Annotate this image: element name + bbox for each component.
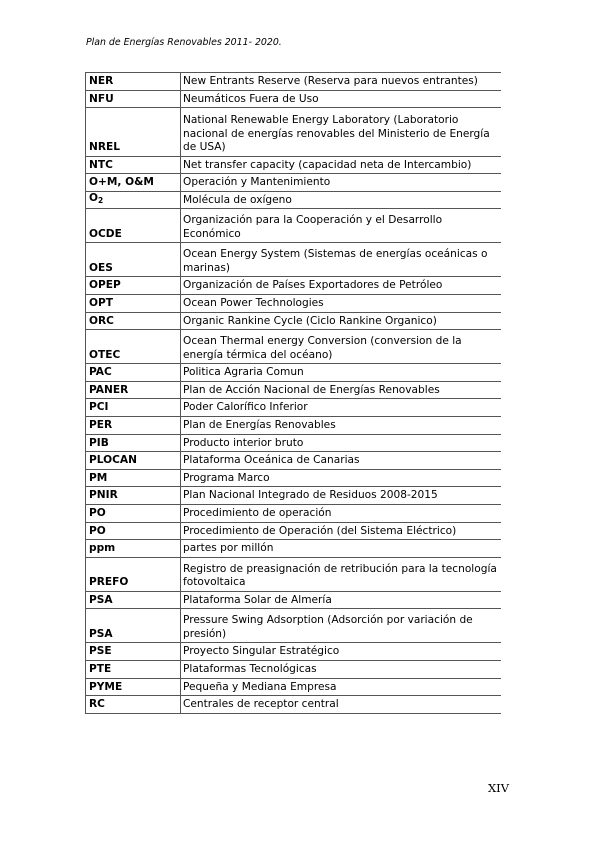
definition-cell: Poder Calorífico Inferior <box>181 399 501 417</box>
table-row <box>86 487 501 505</box>
definition-cell: Proyecto Singular Estratégico <box>181 643 501 661</box>
acronym-cell: PSA <box>86 591 181 609</box>
definition-cell: Pequeña y Mediana Empresa <box>181 678 501 696</box>
acronym-cell: O+M, O&M <box>86 174 181 192</box>
acronym-cell: PO <box>86 522 181 540</box>
definition-cell: Operación y Mantenimiento <box>181 174 501 192</box>
table-row <box>86 434 501 452</box>
table-row <box>86 73 501 91</box>
table-row <box>86 399 501 417</box>
definition-cell: Plan de Acción Nacional de Energías Renovables <box>181 381 501 399</box>
table-row <box>86 209 501 243</box>
definition-cell: Procedimiento de Operación (del Sistema Eléctrico) <box>181 522 501 540</box>
acronym-cell: OPT <box>86 295 181 313</box>
acronym-cell: PSA <box>86 609 181 643</box>
table-row <box>86 591 501 609</box>
definition-cell: Ocean Energy System (Sistemas de energías oceánicas o marinas) <box>181 243 501 277</box>
acronym-cell: PREFO <box>86 557 181 591</box>
definition-cell: Pressure Swing Adsorption (Adsorción por variación de presión) <box>181 609 501 643</box>
acronym-cell: NER <box>86 73 181 91</box>
acronym-main: O <box>89 191 99 204</box>
table-row <box>86 243 501 277</box>
definition-cell: partes por millón <box>181 540 501 558</box>
acronym-cell <box>86 191 181 209</box>
definition-cell: Organic Rankine Cycle (Ciclo Rankine Organico) <box>181 312 501 330</box>
table-row <box>86 364 501 382</box>
acronym-cell: RC <box>86 696 181 714</box>
table-row <box>86 557 501 591</box>
acronym-cell: PYME <box>86 678 181 696</box>
table-row <box>86 277 501 295</box>
acronym-cell: PM <box>86 469 181 487</box>
table-row <box>86 540 501 558</box>
acronym-subscript: 2 <box>98 195 104 205</box>
table-row <box>86 191 501 209</box>
table-row <box>86 108 501 157</box>
definition-cell: Plan de Energías Renovables <box>181 417 501 435</box>
definition-cell: Registro de preasignación de retribución para la tecnología fotovoltaica <box>181 557 501 591</box>
acronym-cell: PCI <box>86 399 181 417</box>
acronym-cell: ORC <box>86 312 181 330</box>
definition-cell: Plataformas Tecnológicas <box>181 660 501 678</box>
definition-cell: Centrales de receptor central <box>181 696 501 714</box>
table-row <box>86 696 501 714</box>
acronym-cell: PTE <box>86 660 181 678</box>
running-header: Plan de Energías Renovables 2011- 2020. <box>86 37 282 48</box>
acronym-cell: NREL <box>86 108 181 157</box>
table-row <box>86 174 501 192</box>
definition-cell: Programa Marco <box>181 469 501 487</box>
definition-cell: Ocean Thermal energy Conversion (conversion de la energía térmica del océano) <box>181 330 501 364</box>
table-row <box>86 330 501 364</box>
acronym-cell: PIB <box>86 434 181 452</box>
table-row <box>86 522 501 540</box>
definition-cell: Organización de Países Exportadores de Petróleo <box>181 277 501 295</box>
table-row <box>86 505 501 523</box>
definition-cell: Ocean Power Technologies <box>181 295 501 313</box>
table-row <box>86 295 501 313</box>
acronym-cell: OES <box>86 243 181 277</box>
acronym-cell: OCDE <box>86 209 181 243</box>
table-row <box>86 452 501 470</box>
definition-cell: Procedimiento de operación <box>181 505 501 523</box>
table-row <box>86 609 501 643</box>
definition-cell: New Entrants Reserve (Reserva para nuevos entrantes) <box>181 73 501 91</box>
table-row <box>86 643 501 661</box>
table-row <box>86 90 501 108</box>
acronym-cell: PO <box>86 505 181 523</box>
definition-cell: Politica Agraria Comun <box>181 364 501 382</box>
definition-cell: Producto interior bruto <box>181 434 501 452</box>
table-row <box>86 417 501 435</box>
acronym-cell: PNIR <box>86 487 181 505</box>
table-row <box>86 469 501 487</box>
acronym-cell: PLOCAN <box>86 452 181 470</box>
definition-cell: Plataforma Oceánica de Canarias <box>181 452 501 470</box>
definition-cell: National Renewable Energy Laboratory (Laboratorio nacional de energías renovables del Ministerio de Energía de USA) <box>181 108 501 157</box>
definition-cell: Plan Nacional Integrado de Residuos 2008-2015 <box>181 487 501 505</box>
table-row <box>86 381 501 399</box>
acronym-cell: OPEP <box>86 277 181 295</box>
acronym-cell: ppm <box>86 540 181 558</box>
definition-cell: Plataforma Solar de Almería <box>181 591 501 609</box>
definition-cell: Neumáticos Fuera de Uso <box>181 90 501 108</box>
acronym-cell: PANER <box>86 381 181 399</box>
acronym-cell: PAC <box>86 364 181 382</box>
page-number: XIV <box>488 781 510 795</box>
acronym-cell: OTEC <box>86 330 181 364</box>
acronym-cell: NTC <box>86 156 181 174</box>
acronym-glossary-table <box>85 72 501 714</box>
acronym-cell: NFU <box>86 90 181 108</box>
table-row <box>86 660 501 678</box>
table-row <box>86 678 501 696</box>
acronym-cell: PSE <box>86 643 181 661</box>
definition-cell: Net transfer capacity (capacidad neta de Intercambio) <box>181 156 501 174</box>
table-row <box>86 312 501 330</box>
definition-cell: Organización para la Cooperación y el Desarrollo Económico <box>181 209 501 243</box>
acronym-cell: PER <box>86 417 181 435</box>
table-row <box>86 156 501 174</box>
definition-cell: Molécula de oxígeno <box>181 191 501 209</box>
